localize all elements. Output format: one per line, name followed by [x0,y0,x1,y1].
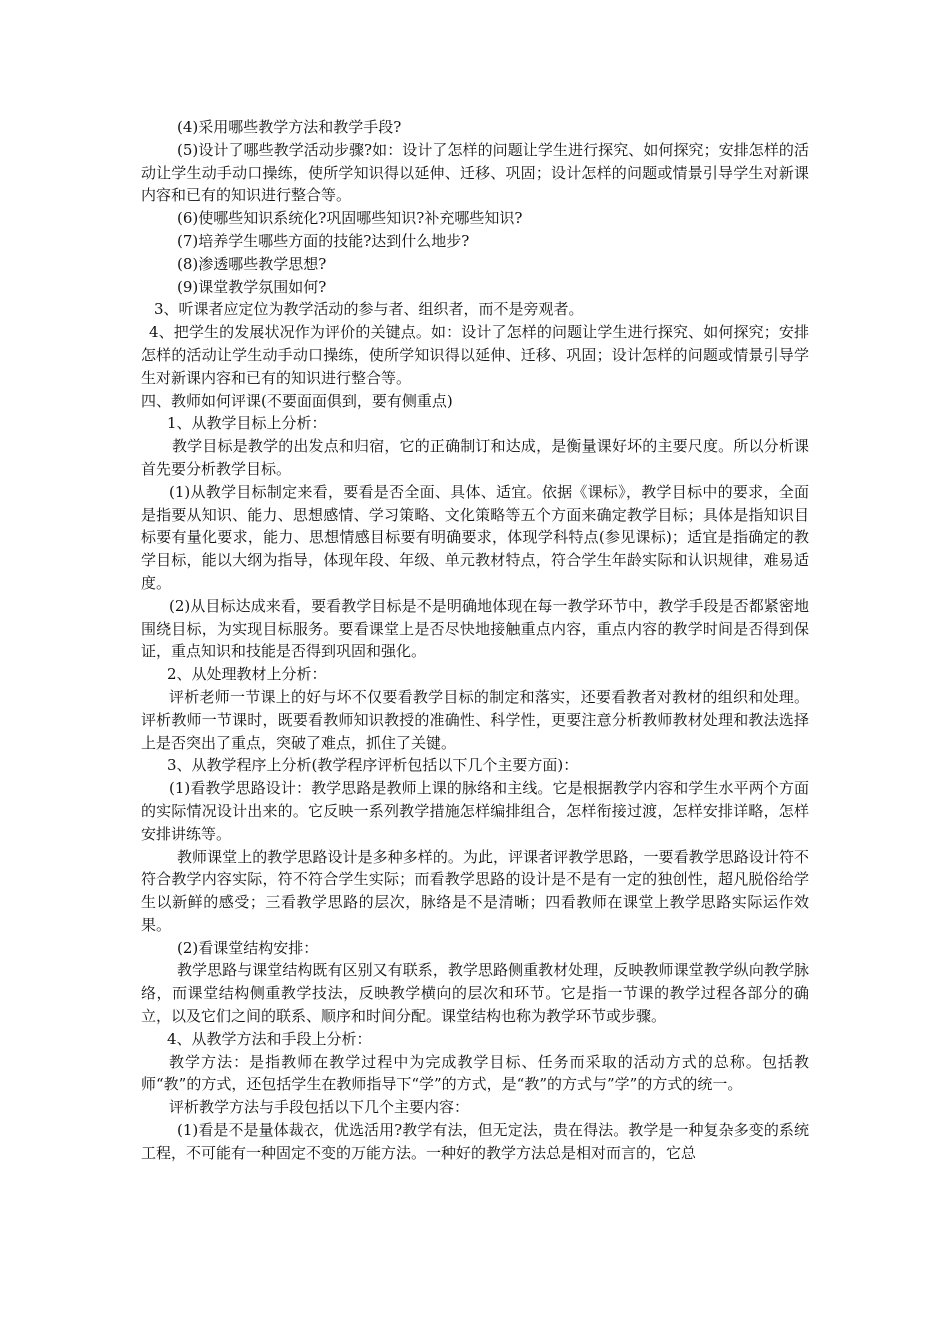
subheading-3: 3、从教学程序上分析(教学程序评析包括以下几个主要方面)： [167,756,579,775]
paragraph: (1)从教学目标制定来看，要看是否全面、具体、适宜。依据《课标》，教学目标中的要求，全面是指要从知识、能力、思想感情、学习策略、文化策略等五个方面来确定教学目标；具体是指知识目标要有量化要求，能力、思想情感目标要有明确要求，体现学科特点(参见课标)；适宜是指确定的教学目标，能以大纲为指导，体现年段、年级、单元教材特点，符合学生年龄实际和认识规律，难易适度。 [141,482,809,592]
paragraph: 教学方法：是指教师在教学过程中为完成教学目标、任务而采取的活动方式的总称。包括教师“教”的方式，还包括学生在教师指导下“学”的方式，是“教”的方式与”学”的方式的统一。 [141,1052,809,1094]
paragraph: 教学目标是教学的出发点和归宿，它的正确制订和达成，是衡量课好坏的主要尺度。所以分析课首先要分析教学目标。 [141,437,809,478]
list-item-9: (9)课堂教学氛围如何? [177,277,327,296]
list-item-6: (6)使哪些知识系统化?巩固哪些知识?补充哪些知识? [177,209,523,228]
list-item-4: (4)采用哪些教学方法和教学手段? [177,118,402,136]
paragraph: 评析老师一节课上的好与坏不仅要看教学目标的制定和落实，还要看教者对教材的组织和处理。评析教师一节课时，既要看教师知识教授的准确性、科学性，更要注意分析教师教材处理和教法选择上是否突出了重点，突破了难点，抓住了关键。 [141,687,809,752]
subheading-1: 1、从教学目标上分析： [167,414,327,433]
list-item-8: (8)渗透哪些教学思想? [177,254,327,273]
paragraph: 教学思路与课堂结构既有区别又有联系，教学思路侧重教材处理，反映教师课堂教学纵向教学脉络，而课堂结构侧重教学技法，反映教学横向的层次和环节。它是指一节课的教学过程各部分的确立，以及它们之间的联系、顺序和时间分配。课堂结构也称为教学环节或步骤。 [141,961,809,1026]
section-heading-4: 四、教师如何评课(不要面面俱到，要有侧重点) [141,391,453,410]
subheading-4: 4、从教学方法和手段上分析： [167,1029,372,1048]
paragraph: 教师课堂上的教学思路设计是多种多样的。为此，评课者评教学思路，一要看教学思路设计符不符合教学内容实际，符不符合学生实际；而看教学思路的设计是不是有一定的独创性，超凡脱俗给学生以新鲜的感受；三看教学思路的层次，脉络是不是清晰；四看教师在课堂上教学思路实际运作效果。 [141,847,809,934]
paragraph: (2)从目标达成来看，要看教学目标是不是明确地体现在每一教学环节中，教学手段是否都紧密地围绕目标，为实现目标服务。要看课堂上是否尽快地接触重点内容，重点内容的教学时间是否得到保证，重点知识和技能是否得到巩固和强化。 [141,596,809,661]
point-4-paragraph: 4、把学生的发展状况作为评价的关键点。如：设计了怎样的问题让学生进行探究、如何探究；安排怎样的活动让学生动手动口操练，使所学知识得以延伸、迁移、巩固；设计怎样的问题或情景引导学生对新课内容和已有的知识进行整合等。 [141,323,809,387]
paragraph: (1)看是不是量体裁衣，优选活用?教学有法，但无定法，贵在得法。教学是一种复杂多变的系统工程，不可能有一种固定不变的万能方法。一种好的教学方法总是相对而言的，它总 [141,1121,809,1162]
subheading-2: 2、从处理教材上分析： [167,665,327,684]
paragraph: 评析教学方法与手段包括以下几个主要内容： [169,1098,470,1117]
paragraph: (1)看教学思路设计：教学思路是教师上课的脉络和主线。它是根据教学内容和学生水平两个方面的实际情况设计出来的。它反映一系列教学措施怎样编排组合，怎样衔接过渡，怎样安排详略，怎样安排讲练等。 [141,779,809,843]
list-item-5: (5)设计了哪些教学活动步骤?如：设计了怎样的问题让学生进行探究、如何探究；安排怎样的活动让学生动手动口操练，使所学知识得以延伸、迁移、巩固；设计怎样的问题或情景引导学生对新课内容和已有的知识进行整合等。 [141,140,809,205]
document-body [141,116,809,1165]
subheading-structure: (2)看课堂结构安排： [177,938,319,957]
list-item-7: (7)培养学生哪些方面的技能?达到什么地步? [177,231,470,250]
point-3-paragraph: 3、听课者应定位为教学活动的参与者、组织者，而不是旁观者。 [154,300,584,319]
